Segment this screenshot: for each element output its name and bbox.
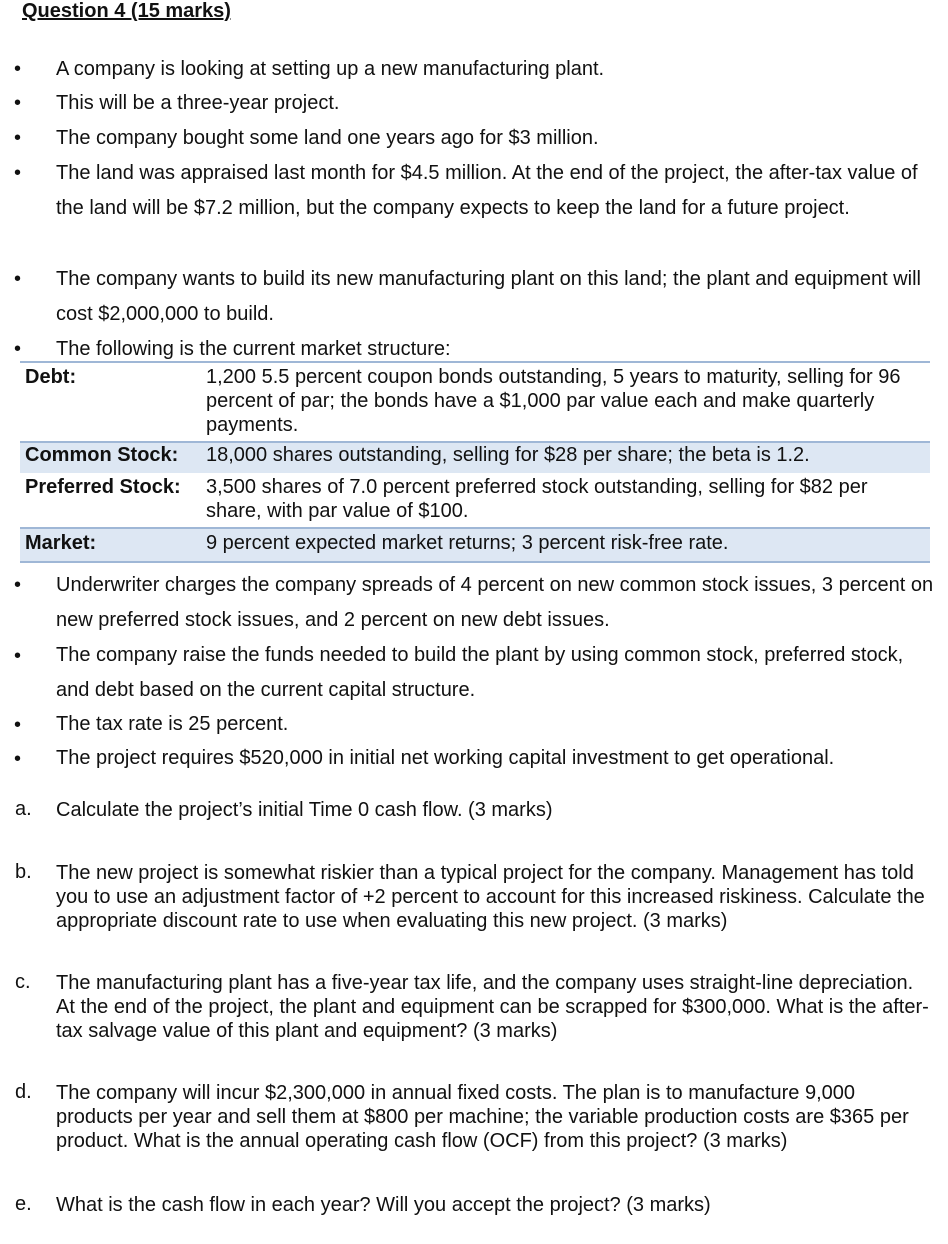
question-text-d: The company will incur $2,300,000 in annual fixed costs. The plan is to manufacture 9,000 products per year and sell them at $800 per machine; the variable production costs are $365 per product. What is the annual operating cash flow (OCF) from this project? (3 marks) — [56, 1082, 909, 1152]
bullet-icon: • — [14, 92, 22, 114]
row-label: Debt: — [25, 366, 77, 388]
question-label-c: c. — [15, 971, 31, 993]
bullet-text: The project requires $520,000 in initial net working capital investment to get operational. — [56, 747, 835, 769]
bullet-text: The company wants to build its new manufacturing plant on this land; the plant and equipment will cost $2,000,000 to build. — [56, 268, 921, 325]
row-label: Preferred Stock: — [25, 476, 181, 498]
question-text-a: Calculate the project’s initial Time 0 cash flow. (3 marks) — [56, 799, 553, 821]
row-label: Market: — [25, 532, 97, 554]
table-rule — [20, 561, 930, 563]
table-row-debt — [20, 363, 930, 441]
bullet-text: The company bought some land one years ago for $3 million. — [56, 127, 599, 149]
question-text-b: The new project is somewhat riskier than a typical project for the company. Management has told you to use an adjustment factor of +2 percent to account for this increased riskiness. Calculate the appropriate discount rate to use when evaluating this new project. (3 marks) — [56, 862, 925, 932]
bullet-text: The land was appraised last month for $4.5 million. At the end of the project, the after-tax value of the land will be $7.2 million, but the company expects to keep the land for a future project. — [56, 162, 918, 219]
bullet-icon: • — [14, 645, 22, 667]
question-text-c: The manufacturing plant has a five-year tax life, and the company uses straight-line depreciation. At the end of the project, the plant and equipment can be scrapped for $300,000. What is the after-tax salvage value of this plant and equipment? (3 marks) — [56, 972, 929, 1042]
question-title: Question 4 (15 marks) — [22, 0, 231, 22]
table-row-common-stock — [20, 443, 930, 473]
row-value: 3,500 shares of 7.0 percent preferred stock outstanding, selling for $82 per share, with par value of $100. — [206, 476, 868, 522]
bullet-icon: • — [14, 748, 22, 770]
row-value: 9 percent expected market returns; 3 percent risk-free rate. — [206, 532, 729, 554]
bullet-icon: • — [14, 338, 22, 360]
table-row-preferred-stock — [20, 473, 930, 525]
table-row-market — [20, 529, 930, 561]
bullet-icon: • — [14, 127, 22, 149]
question-text-e: What is the cash flow in each year? Will you accept the project? (3 marks) — [56, 1194, 711, 1216]
bullet-text: The following is the current market structure: — [56, 338, 451, 360]
question-label-b: b. — [15, 861, 32, 883]
bullet-text: The tax rate is 25 percent. — [56, 713, 289, 735]
bullet-icon: • — [14, 58, 22, 80]
bullet-icon: • — [14, 714, 22, 736]
question-label-d: d. — [15, 1081, 32, 1103]
bullet-icon: • — [14, 268, 22, 290]
bullet-text: Underwriter charges the company spreads of 4 percent on new common stock issues, 3 percent on new preferred stock issues, and 2 percent on new debt issues. — [56, 574, 934, 631]
question-label-a: a. — [15, 798, 32, 820]
bullet-icon: • — [14, 574, 22, 596]
bullet-text: A company is looking at setting up a new manufacturing plant. — [56, 58, 605, 80]
row-value: 1,200 5.5 percent coupon bonds outstanding, 5 years to maturity, selling for 96 percent of par; the bonds have a $1,000 par value each and make quarterly payments. — [206, 366, 901, 436]
row-label: Common Stock: — [25, 444, 179, 466]
bullet-text: This will be a three-year project. — [56, 92, 340, 114]
bullet-icon: • — [14, 162, 22, 184]
row-value: 18,000 shares outstanding, selling for $28 per share; the beta is 1.2. — [206, 444, 810, 466]
question-label-e: e. — [15, 1193, 32, 1215]
bullet-text: The company raise the funds needed to build the plant by using common stock, preferred stock, and debt based on the current capital structure. — [56, 644, 904, 701]
